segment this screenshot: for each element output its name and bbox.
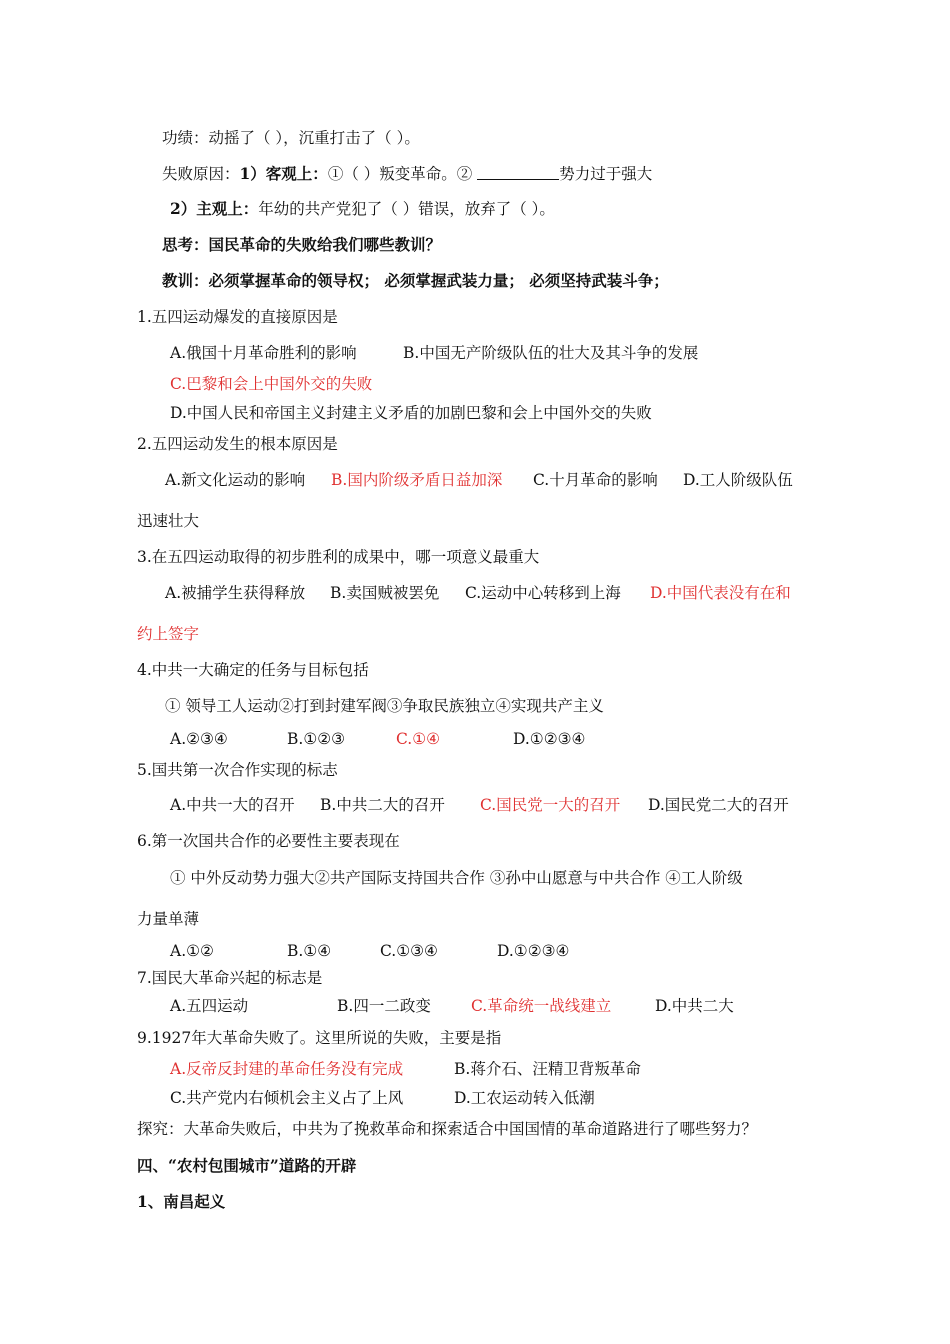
failure-subjective-line <box>170 198 555 220</box>
q3-option-c: C.运动中心转移到上海 <box>465 584 621 602</box>
q6-option-d: D.①②③④ <box>497 942 570 960</box>
q4-option-a: A.②③④ <box>170 730 228 748</box>
q5-option-b: B.中共二大的召开 <box>320 796 445 814</box>
q7-stem: 7.国民大革命兴起的标志是 <box>137 969 323 987</box>
q4-stem: 4.中共一大确定的任务与目标包括 <box>137 661 369 679</box>
fill-blank <box>477 165 559 180</box>
subsection-heading-nanchang: 1、南昌起义 <box>137 1192 226 1211</box>
q9-stem: 9.1927年大革命失败了。这里所说的失败，主要是指 <box>137 1029 502 1047</box>
q7-option-a: A.五四运动 <box>170 997 249 1015</box>
section-heading-4: 四、“农村包围城市”道路的开辟 <box>137 1156 357 1175</box>
think-question: 思考：国民革命的失败给我们哪些教训？ <box>162 235 442 254</box>
achievement-line: 功绩：动摇了（ ），沉重打击了（ ）。 <box>162 129 420 147</box>
q9-option-b: B.蒋介石、汪精卫背叛革命 <box>454 1060 641 1078</box>
failure-objective-line <box>162 163 652 185</box>
q1-option-c-answer: C.巴黎和会上中国外交的失败 <box>170 375 373 393</box>
q2-stem: 2.五四运动发生的根本原因是 <box>137 435 338 453</box>
q5-stem: 5.国共第一次合作实现的标志 <box>137 761 338 779</box>
subjective-text: 年幼的共产党犯了（ ）错误，放弃了（ ）。 <box>258 200 555 218</box>
q6-items: ① 中外反动势力强大②共产国际支持国共合作 ③孙中山愿意与中共合作 ④工人阶级 <box>170 869 743 887</box>
q2-option-d-continued: 迅速壮大 <box>137 512 200 530</box>
q6-option-a: A.①② <box>170 942 214 960</box>
lesson-line: 教训：必须掌握革命的领导权； 必须掌握武装力量； 必须坚持武装斗争； <box>162 271 669 290</box>
q9-option-d: D.工农运动转入低潮 <box>454 1089 595 1107</box>
q5-option-c-answer: C.国民党一大的召开 <box>480 796 621 814</box>
q3-stem: 3.在五四运动取得的初步胜利的成果中，哪一项意义最重大 <box>137 548 540 566</box>
objective-label: 1）客观上： <box>239 164 328 183</box>
failure-prefix: 失败原因： <box>162 165 240 183</box>
q1-stem: 1.五四运动爆发的直接原因是 <box>137 308 338 326</box>
q1-option-d: D.中国人民和帝国主义封建主义矛盾的加剧巴黎和会上中国外交的失败 <box>170 404 652 422</box>
q3-option-d-answer: D.中国代表没有在和 <box>650 584 791 602</box>
explore-question: 探究：大革命失败后，中共为了挽救革命和探索适合中国国情的革命道路进行了哪些努力？ <box>137 1120 758 1138</box>
q4-option-d: D.①②③④ <box>513 730 586 748</box>
q4-items: ① 领导工人运动②打到封建军阀③争取民族独立④实现共产主义 <box>165 697 604 715</box>
q9-option-a-answer: A.反帝反封建的革命任务没有完成 <box>170 1060 404 1078</box>
q2-option-c: C.十月革命的影响 <box>533 471 658 489</box>
objective-text-a: ①（ ）叛变革命。② <box>327 165 473 183</box>
q1-option-a: A.俄国十月革命胜利的影响 <box>170 344 357 362</box>
q9-option-c: C.共产党内右倾机会主义占了上风 <box>170 1089 404 1107</box>
q7-option-c-answer: C.革命统一战线建立 <box>471 997 612 1015</box>
q5-option-d: D.国民党二大的召开 <box>648 796 789 814</box>
q4-option-b: B.①②③ <box>287 730 346 748</box>
q3-option-a: A.被捕学生获得释放 <box>165 584 306 602</box>
q2-option-d: D.工人阶级队伍 <box>683 471 793 489</box>
q6-items-continued: 力量单薄 <box>137 910 200 928</box>
q6-stem: 6.第一次国共合作的必要性主要表现在 <box>137 832 400 850</box>
q3-option-b: B.卖国贼被罢免 <box>330 584 440 602</box>
q1-option-b: B.中国无产阶级队伍的壮大及其斗争的发展 <box>403 344 699 362</box>
objective-text-b: 势力过于强大 <box>559 165 653 183</box>
q4-option-c-answer: C.①④ <box>396 730 441 748</box>
q3-option-d-continued: 约上签字 <box>137 625 200 643</box>
subjective-label: 2）主观上： <box>170 199 259 218</box>
q6-option-c: C.①③④ <box>380 942 438 960</box>
q7-option-b: B.四一二政变 <box>337 997 431 1015</box>
q7-option-d: D.中共二大 <box>655 997 734 1015</box>
q5-option-a: A.中共一大的召开 <box>170 796 295 814</box>
q6-option-b: B.①④ <box>287 942 332 960</box>
q2-option-a: A.新文化运动的影响 <box>165 471 306 489</box>
q2-option-b-answer: B.国内阶级矛盾日益加深 <box>331 471 503 489</box>
